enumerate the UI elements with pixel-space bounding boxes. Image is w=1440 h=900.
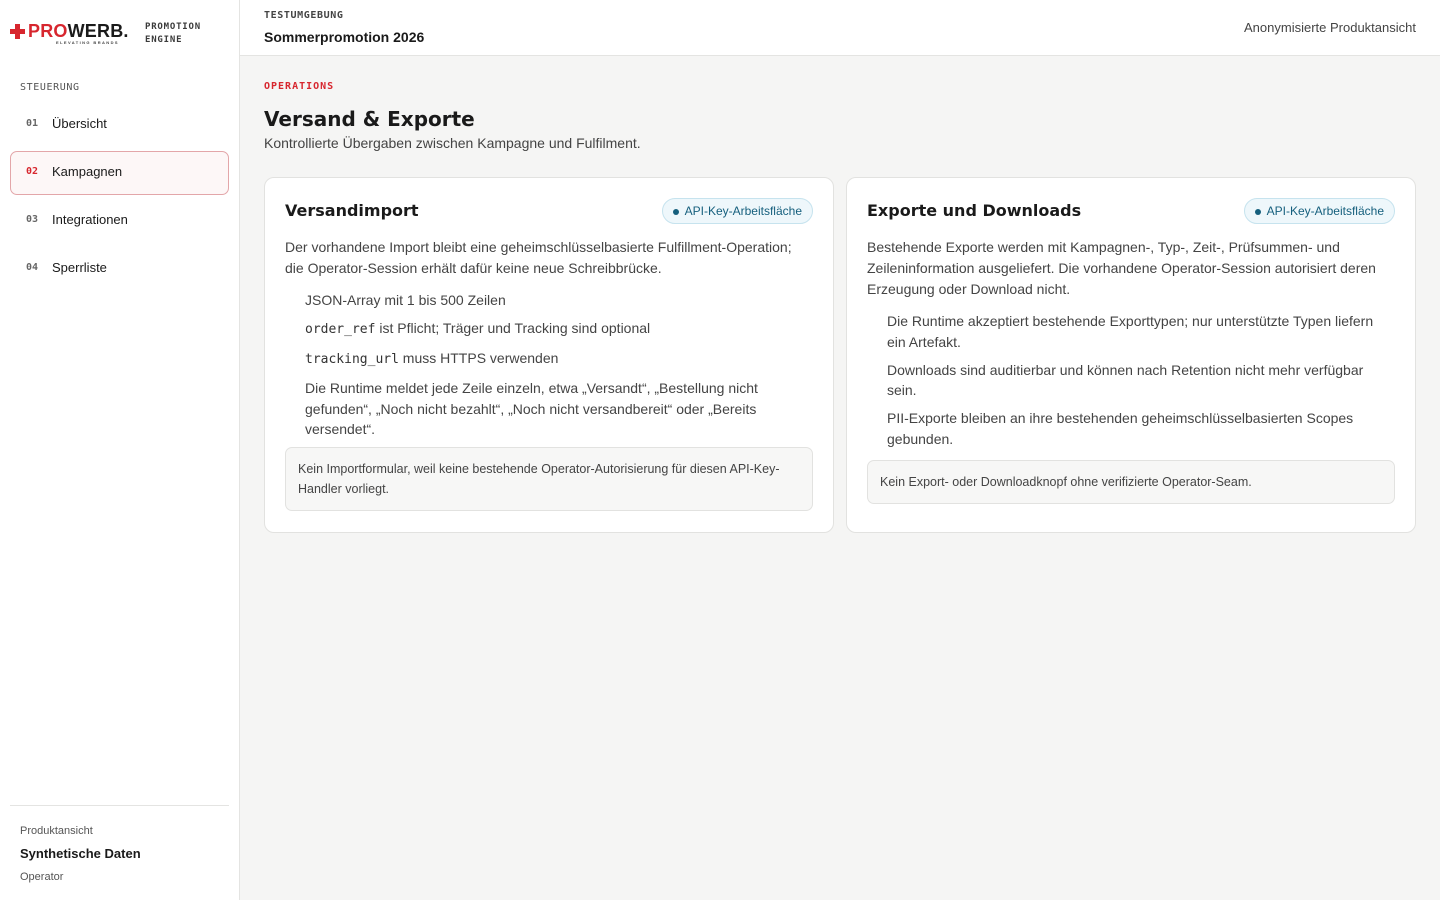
- code-tracking-url: tracking_url: [305, 352, 399, 367]
- exports-downloads-card: [846, 177, 1416, 533]
- nav-item-label: Sperrliste: [52, 260, 107, 275]
- requirements-list: [305, 290, 805, 447]
- environment-label: TESTUMGEBUNG: [264, 10, 344, 21]
- footer-role: Operator: [20, 871, 64, 883]
- page-title: Versand & Exporte: [264, 107, 475, 131]
- nav-item-label: Integrationen: [52, 212, 128, 227]
- card-description: Bestehende Exporte werden mit Kampagnen-, Typ-, Zeit-, Prüfsummen- und Zeileninformation ausgeliefert. Die vorhandene Operator-Session autorisiert deren Erzeugung oder Download nicht.: [867, 239, 1376, 297]
- brand-product-name: PROMOTION ENGINE: [145, 22, 201, 45]
- info-note: Kein Importformular, weil keine bestehende Operator-Autorisierung für diesen API-Key-Handler vorliegt.: [285, 447, 813, 511]
- nav-item-label: Kampagnen: [52, 164, 123, 179]
- brand-wordmark: PROWERB.: [28, 21, 129, 41]
- sidebar-item-integrationen[interactable]: [10, 199, 229, 243]
- card-title: Versandimport: [285, 201, 419, 220]
- sidebar-footer: [10, 805, 229, 883]
- list-item: JSON-Array mit 1 bis 500 Zeilen: [305, 292, 506, 308]
- brand-tagline: ELEVATING BRANDS: [56, 40, 119, 45]
- code-order-ref: order_ref: [305, 322, 376, 337]
- nav-item-number: 04: [26, 262, 39, 273]
- nav-item-number: 03: [26, 214, 39, 225]
- sidebar: [0, 0, 240, 900]
- info-note: Kein Export- oder Downloadknopf ohne verifizierte Operator-Seam.: [867, 460, 1395, 504]
- list-item: PII-Exporte bleiben an ihre bestehenden geheimschlüsselbasierten Scopes gebunden.: [887, 410, 1354, 447]
- list-item: Die Runtime akzeptiert bestehende Exporttypen; nur unterstützte Typen liefern ein Artefakt.: [887, 313, 1374, 350]
- card-description: Der vorhandene Import bleibt eine geheimschlüsselbasierte Fulfillment-Operation; die Operator-Session erhält dafür keine neue Schreibbrücke.: [285, 239, 792, 276]
- main-content: [240, 56, 1440, 900]
- export-rules-list: [887, 311, 1387, 457]
- footer-title: Synthetische Daten: [20, 846, 141, 861]
- list-item: Die Runtime meldet jede Zeile einzeln, etwa „Versandt“, „Bestellung nicht gefunden“, „Noch nicht bezahlt“, „Noch nicht versandbereit“ oder „Bereits versendet“.: [305, 380, 758, 437]
- brand-logo[interactable]: [10, 18, 230, 50]
- campaign-title: Sommerpromotion 2026: [264, 29, 425, 45]
- list-item: order_ref ist Pflicht; Träger und Tracking sind optional: [305, 320, 651, 337]
- page-description: Kontrollierte Übergaben zwischen Kampagne und Fulfilment.: [264, 135, 641, 151]
- card-title: Exporte und Downloads: [867, 201, 1082, 220]
- section-eyebrow: OPERATIONS: [264, 81, 335, 92]
- shipping-import-card: [264, 177, 834, 533]
- list-item: Downloads sind auditierbar und können nach Retention nicht mehr verfügbar sein.: [887, 361, 1364, 398]
- footer-label: Produktansicht: [20, 825, 93, 837]
- api-key-badge: API-Key-Arbeitsfläche: [1244, 198, 1395, 224]
- nav-section-label: STEUERUNG: [20, 82, 80, 93]
- cross-logo-icon: [10, 24, 25, 39]
- nav-item-number: 02: [26, 166, 39, 177]
- list-item: tracking_url muss HTTPS verwenden: [305, 350, 559, 367]
- sidebar-item-kampagnen[interactable]: [10, 151, 229, 195]
- view-mode-label: Anonymisierte Produktansicht: [1244, 20, 1416, 35]
- nav-item-label: Übersicht: [52, 116, 107, 131]
- nav-item-number: 01: [26, 118, 39, 129]
- sidebar-item-sperrliste[interactable]: [10, 247, 229, 291]
- api-key-badge: API-Key-Arbeitsfläche: [662, 198, 813, 224]
- sidebar-item-uebersicht[interactable]: [10, 103, 229, 147]
- top-bar: [240, 0, 1440, 56]
